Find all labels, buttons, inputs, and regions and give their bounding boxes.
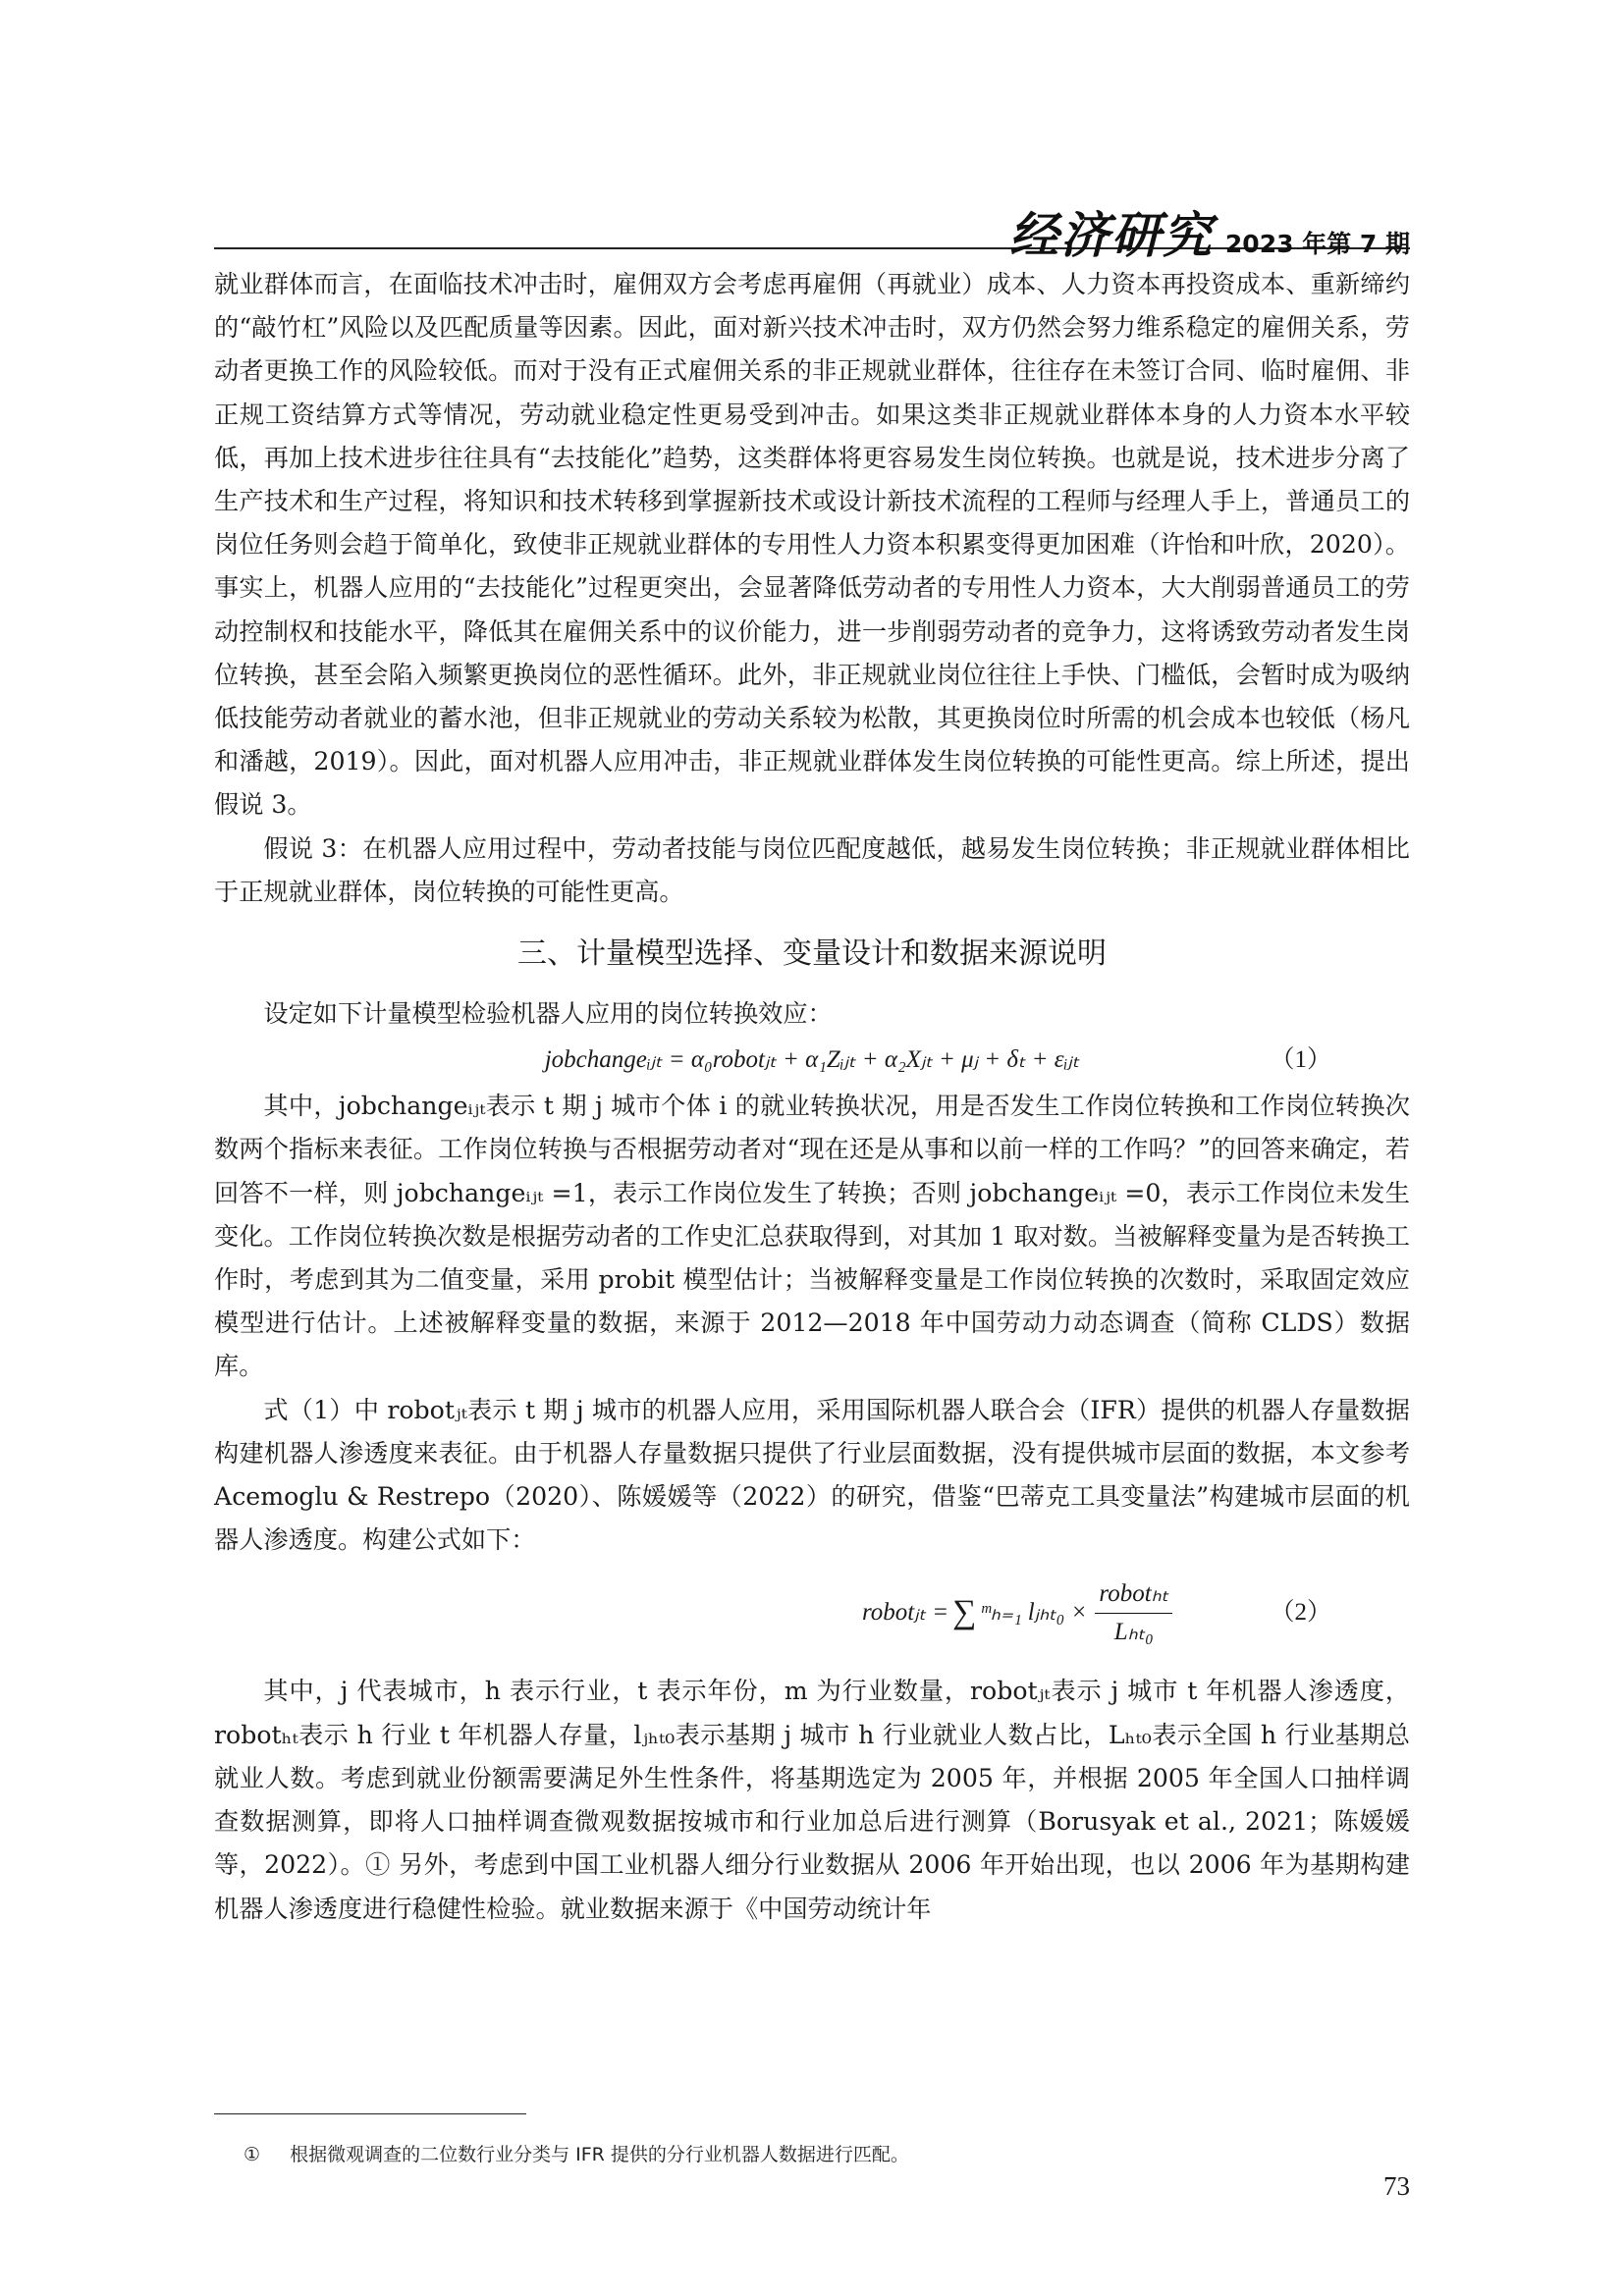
equation-1-number: （1） bbox=[1270, 1046, 1331, 1074]
footnote-rule bbox=[214, 2113, 526, 2114]
paragraph: 式（1）中 robotⱼₜ表示 t 期 j 城市的机器人应用，采用国际机器人联合会（IFR）提供的机器人存量数据构建机器人渗透度来表征。由于机器人存量数据只提供了行业层面数据，没有提供城市层面的数据，本文参考 Acemoglu & Restrepo（2020）、陈媛媛等（2022）的研究，借鉴“巴蒂克工具变量法”构建城市层面的机器人渗透度。构建公式如下： bbox=[214, 1395, 1410, 1555]
section-heading: 三、计量模型选择、变量设计和数据来源说明 bbox=[517, 936, 1107, 972]
fraction bbox=[1095, 1577, 1172, 1649]
journal-title bbox=[1009, 196, 1410, 267]
running-header bbox=[214, 192, 1410, 264]
equation-2-term: lⱼₕₜ₀ × bbox=[1027, 1599, 1088, 1627]
paragraph: 设定如下计量模型检验机器人应用的岗位转换效应： bbox=[263, 999, 833, 1029]
summation-limits: ᵐₕ₌₁ bbox=[980, 1599, 1022, 1627]
footnote-mark: ① bbox=[244, 2144, 261, 2165]
equation-2-body bbox=[862, 1568, 1172, 1658]
issue-label: 2023 年第 7 期 bbox=[1224, 230, 1410, 258]
paragraph: 其中，jobchangeᵢⱼₜ表示 t 期 j 城市个体 i 的就业转换状况，用是否发生工作岗位转换和工作岗位转换次数两个指标来表征。工作岗位转换与否根据劳动者对“现在还是从事和以前一样的工作吗？”的回答来确定，若回答不一样，则 jobchangeᵢⱼₜ =1，表示工作岗位发生了转换；否则 jobchangeᵢⱼₜ =0，表示工作岗位未发生变化。工作岗位转换次数是根据劳动者的工作史汇总获取得到，对其加 1 取对数。当被解释变量为是否转换工作时，考虑到其为二值变量，采用 probit 模型估计；当被解释变量是工作岗位转换的次数时，采取固定效应模型进行估计。上述被解释变量的数据，来源于 2012—2018 年中国劳动力动态调查（简称 CLDS）数据库。 bbox=[214, 1092, 1410, 1381]
journal-logo: 经济研究 bbox=[1008, 206, 1214, 264]
fraction-numerator: robotₕₜ bbox=[1095, 1577, 1172, 1614]
page-number: 73 bbox=[1383, 2171, 1410, 2201]
equation-1 bbox=[214, 1036, 1410, 1085]
equation-1-body: jobchangeᵢⱼₜ = α₀robotⱼₜ + α₁Zᵢⱼₜ + α₂Xⱼₜ + μⱼ + δₜ + εᵢⱼₜ bbox=[544, 1046, 1080, 1074]
equation-2-lhs: robotⱼₜ = bbox=[862, 1599, 949, 1627]
hypothesis-3: 假说 3：在机器人应用过程中，劳动者技能与岗位匹配度越低，越易发生岗位转换；非正规就业群体相比于正规就业群体，岗位转换的可能性更高。 bbox=[214, 833, 1410, 906]
equation-2-number: （2） bbox=[1270, 1599, 1331, 1627]
footnote-text: 根据微观调查的二位数行业分类与 IFR 提供的分行业机器人数据进行匹配。 bbox=[290, 2144, 909, 2165]
equation-2 bbox=[214, 1562, 1410, 1670]
footnote bbox=[244, 2140, 909, 2166]
paragraph: 就业群体而言，在面临技术冲击时，雇佣双方会考虑再雇佣（再就业）成本、人力资本再投资成本、重新缔约的“敲竹杠”风险以及匹配质量等因素。因此，面对新兴技术冲击时，双方仍然会努力维系稳定的雇佣关系，劳动者更换工作的风险较低。而对于没有正式雇佣关系的非正规就业群体，往往存在未签订合同、临时雇佣、非正规工资结算方式等情况，劳动就业稳定性更易受到冲击。如果这类非正规就业群体本身的人力资本水平较低，再加上技术进步往往具有“去技能化”趋势，这类群体将更容易发生岗位转换。也就是说，技术进步分离了生产技术和生产过程，将知识和技术转移到掌握新技术或设计新技术流程的工程师与经理人手上，普通员工的岗位任务则会趋于简单化，致使非正规就业群体的专用性人力资本积累变得更加困难（许怡和叶欣，2020）。事实上，机器人应用的“去技能化”过程更突出，会显著降低劳动者的专用性人力资本，大大削弱普通员工的劳动控制权和技能水平，降低其在雇佣关系中的议价能力，进一步削弱劳动者的竞争力，这将诱致劳动者发生岗位转换，甚至会陷入频繁更换岗位的恶性循环。此外，非正规就业岗位往往上手快、门槛低，会暂时成为吸纳低技能劳动者就业的蓄水池，但非正规就业的劳动关系较为松散，其更换岗位时所需的机会成本也较低（杨凡和潘越，2019）。因此，面对机器人应用冲击，非正规就业群体发生岗位转换的可能性更高。综上所述，提出假说 3。 bbox=[214, 270, 1410, 820]
article-body bbox=[214, 263, 1410, 1931]
summation-sign: ∑ bbox=[952, 1594, 977, 1631]
paragraph: 其中，j 代表城市，h 表示行业，t 表示年份，m 为行业数量，robotⱼₜ表示 j 城市 t 年机器人渗透度，robotₕₜ表示 h 行业 t 年机器人存量，lⱼₕₜ₀表示基期 j 城市 h 行业就业人数占比，Lₕₜ₀表示全国 h 行业基期总就业人数。考虑到就业份额需要满足外生性条件，将基期选定为 2005 年，并根据 2005 年全国人口抽样调查数据测算，即将人口抽样调查微观数据按城市和行业加总后进行测算（Borusyak et al., 2021；陈媛媛等，2022）。① 另外，考虑到中国工业机器人细分行业数据从 2006 年开始出现，也以 2006 年为基期构建机器人渗透度进行稳健性检验。就业数据来源于《中国劳动统计年 bbox=[214, 1677, 1410, 1923]
fraction-denominator: Lₕₜ₀ bbox=[1113, 1618, 1154, 1645]
